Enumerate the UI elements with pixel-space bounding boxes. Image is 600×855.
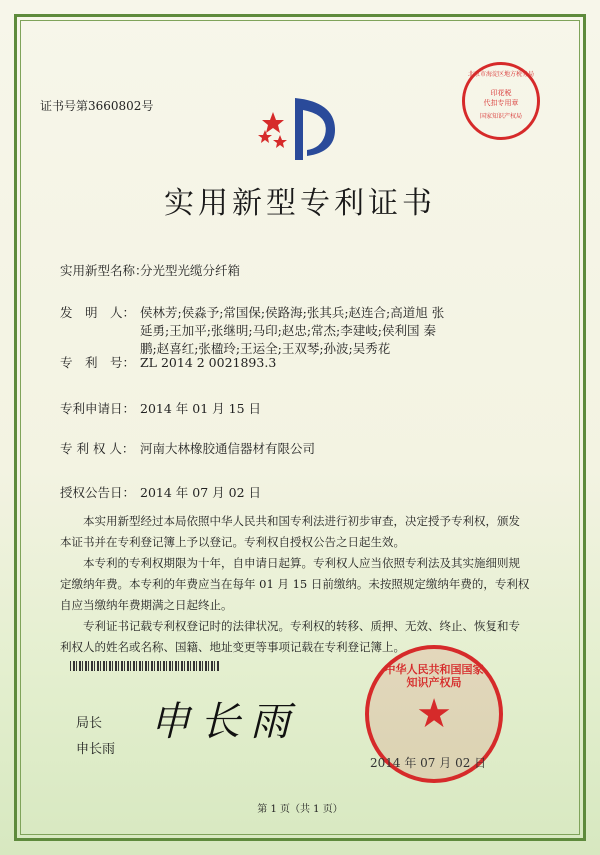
field-filing-date <box>60 400 261 418</box>
field-value: 侯林芳;侯淼予;常国保;侯路海;张其兵;赵连合;高道旭 张延勇;王加平;张继明;马印;赵忠;常杰;李建岐;侯利国 秦鹏;赵喜红;张楹玲;王运全;王双琴;孙波;吴秀花 <box>140 305 445 356</box>
seal-date: 2014 年 07 月 02 日 <box>370 756 487 770</box>
seal-text: 中华人民共和国国家知识产权局 <box>384 663 484 689</box>
signer-title: 局长 <box>76 716 103 731</box>
patent-office-logo <box>255 90 345 170</box>
emblem-icon: ★ <box>416 691 452 737</box>
field-patentee <box>60 440 316 458</box>
field-label: 专 利 号： <box>60 355 136 370</box>
tax-stamp-bottom-text: 国家知识产权局 <box>479 113 522 120</box>
signature: 申长雨 <box>150 699 300 745</box>
paragraph: 本实用新型经过本局依照中华人民共和国专利法进行初步审查，决定授予专利权，颁发本证书并在专利登记簿上予以登记。专利权自授权公告之日起生效。 <box>60 514 520 549</box>
field-value: ZL 2014 2 0021893.3 <box>140 355 277 370</box>
field-label: 实用新型名称： <box>60 263 148 278</box>
field-label: 专利申请日： <box>60 401 136 416</box>
field-label: 发 明 人： <box>60 305 136 320</box>
signer-name: 申长雨 <box>76 742 116 757</box>
field-value: 2014 年 01 月 15 日 <box>140 401 261 416</box>
field-value: 河南大林橡胶通信器材有限公司 <box>140 441 316 456</box>
field-patent-no <box>60 354 277 372</box>
tax-stamp-line-2: 代扣专用章 <box>483 99 519 107</box>
tax-stamp-top-text: 北京市海淀区地方税务局 <box>467 71 534 78</box>
field-label: 授权公告日： <box>60 485 136 500</box>
certificate-body <box>60 511 530 658</box>
certificate-number: 证书号第3660802号 <box>40 99 154 113</box>
tax-stamp <box>462 62 540 140</box>
tax-stamp-line-1: 印花税 <box>490 89 512 97</box>
field-value: 2014 年 07 月 02 日 <box>140 485 261 500</box>
paragraph: 专利证书记载专利权登记时的法律状况。专利权的转移、质押、无效、终止、恢复和专利权人的姓名或名称、国籍、地址变更等事项记载在专利登记簿上。 <box>60 619 520 654</box>
field-grant-date <box>60 484 261 502</box>
page-title: 实用新型专利证书 <box>164 186 436 221</box>
field-name <box>60 262 241 280</box>
field-label: 专 利 权 人： <box>60 441 135 456</box>
page-footer: 第 1 页（共 1 页） <box>257 804 343 815</box>
field-value: 分光型光缆分纤箱 <box>140 263 241 278</box>
barcode <box>70 661 220 671</box>
paragraph: 本专利的专利权期限为十年，自申请日起算。专利权人应当依照专利法及其实施细则规定缴纳年费。本专利的年费应当在每年 01 月 15 日前缴纳。未按照规定缴纳年费的，专利权自应当缴纳年费期满之日起终止。 <box>60 556 530 612</box>
field-inventors <box>60 304 445 356</box>
